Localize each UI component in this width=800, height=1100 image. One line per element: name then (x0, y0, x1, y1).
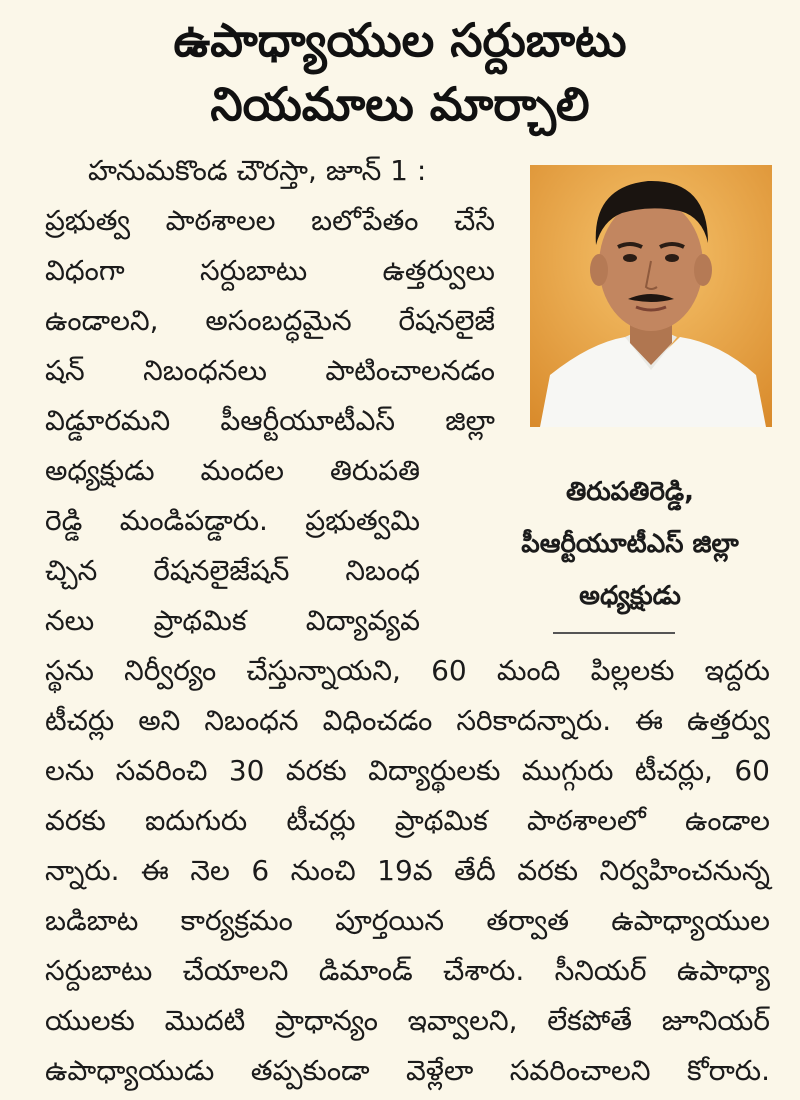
headline-line-2: నియమాలు మార్చాలి (210, 77, 590, 131)
body-line: ప్రభుత్వ పాఠశాలల బలోపేతం చేసే (45, 204, 495, 237)
body-line: బడిబాట కార్యక్రమం పూర్తయిన తర్వాత ఉపాధ్యాయుల (45, 904, 770, 937)
body-line: ఉపాధ్యాయుడు తప్పకుండా వెళ్లేలా సవరించాలని కోరారు. (45, 1054, 770, 1087)
headline-line-1: ఉపాధ్యాయుల సర్దుబాటు (173, 13, 627, 67)
body-line: అధ్యక్షుడు మందల తిరుపతి (45, 454, 420, 487)
body-line: యులకు మొదటి ప్రాధాన్యం ఇవ్వాలని, లేకపోతే జూనియర్ (45, 1004, 770, 1037)
dateline: హనుమకొండ చౌరస్తా, జూన్ 1 : (88, 154, 427, 187)
photo-caption-name: తిరుపతిరెడ్డి, (565, 477, 695, 507)
body-line: విడ్డూరమని పీఆర్టీయూటీఎస్ జిల్లా (45, 404, 495, 437)
body-line: స్థను నిర్వీర్యం చేస్తున్నాయని, 60 మంది పిల్లలకు ఇద్దరు (45, 654, 770, 687)
photo-caption-title: అధ్యక్షుడు (579, 581, 681, 611)
body-line: న్నారు. ఈ నెల 6 నుంచి 19వ తేదీ వరకు నిర్వహించనున్న (45, 854, 770, 887)
body-line: నలు ప్రాథమిక విద్యావ్యవ (45, 604, 420, 637)
body-line: టీచర్లు అని నిబంధన విధించడం సరికాదన్నారు. ఈ ఉత్తర్వు (45, 704, 770, 737)
body-line: లను సవరించి 30 వరకు విద్యార్థులకు ముగ్గురు టీచర్లు, 60 (45, 754, 770, 787)
body-line: షన్ నిబంధనలు పాటించాలనడం (45, 354, 495, 387)
headline (0, 8, 800, 136)
body-line: చ్చిన రేషనలైజేషన్ నిబంధ (45, 554, 420, 587)
portrait-photo (530, 165, 772, 427)
caption-divider (553, 632, 675, 634)
body-line: సర్దుబాటు చేయాలని డిమాండ్ చేశారు. సీనియర్ ఉపాధ్యా (45, 954, 770, 987)
body-line: ఉండాలని, అసంబద్ధమైన రేషనలైజే (45, 304, 495, 337)
photo-caption-role: పీఆర్టీయూటీఎస్ జిల్లా (521, 529, 739, 559)
body-line: వరకు ఐదుగురు టీచర్లు ప్రాథమిక పాఠశాలలో ఉండాల (45, 804, 770, 837)
body-line: విధంగా సర్దుబాటు ఉత్తర్వులు (45, 254, 495, 287)
body-line: రెడ్డి మండిపడ్డారు. ప్రభుత్వమి (45, 504, 420, 537)
